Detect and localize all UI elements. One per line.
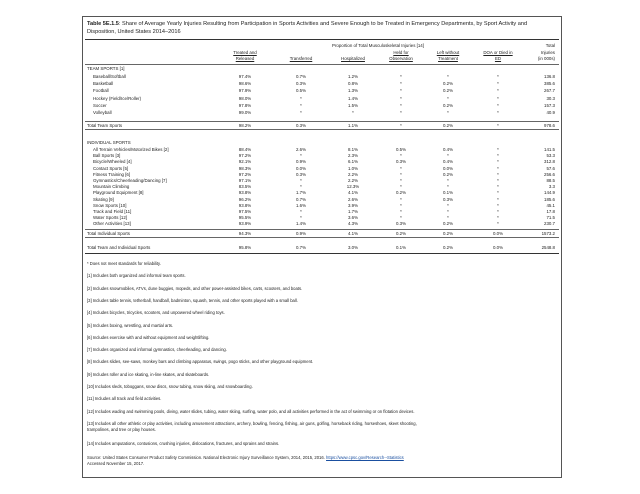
column-header-line1: DOA or Died in (483, 50, 513, 55)
table-cell: * (497, 184, 499, 190)
header-total-3: (in 000s) (537, 56, 555, 61)
row-label: Volleyball (93, 110, 112, 115)
table-cell: 3.0% (347, 245, 358, 250)
table-cell: 0.9% (295, 159, 306, 165)
table-cell: 0.3% (295, 123, 306, 128)
table-cell: * (497, 215, 499, 221)
table-cell: 0.3% (395, 159, 406, 165)
total-injuries-cell: 141.5 (544, 147, 555, 152)
total-injuries-cell: 3.3 (548, 184, 555, 190)
total-injuries-cell: 40.9 (546, 110, 555, 115)
table-cell: * (300, 153, 302, 159)
table-cell: 0.2% (442, 245, 453, 250)
table-cell: 1.5% (347, 102, 358, 108)
row-label: Baseball/Softball (93, 74, 126, 79)
row-label: Soccer (93, 102, 107, 108)
table-cell: * (300, 178, 302, 183)
total-injuries-cell: 230.7 (544, 221, 555, 227)
row-label: Other Activities [13] (93, 221, 131, 227)
table-cell: * (447, 209, 449, 214)
table-cell: 93.8% (238, 190, 252, 196)
table-cell: * (400, 110, 402, 115)
table-frame (82, 16, 562, 478)
footnote: [2] Includes snowmobiles, ATVs, dune buggies, mopeds, and other power-assisted bikes, carts, scooters, and boats. (87, 285, 303, 291)
column-header-line1: Held for (393, 50, 409, 55)
footnote: [7] Includes organized and informal gymnastics, cheerleading, and dancing. (87, 347, 227, 353)
table-cell: 4.1% (347, 190, 358, 196)
table-cell: 97.2% (238, 171, 252, 177)
row-label: Snow Sports [10] (93, 202, 127, 208)
table-cell: 1.7% (295, 190, 306, 196)
header-span-label: Proportion of Total Musculoskeletal Injuries [14] (332, 43, 424, 48)
table-cell: * (497, 202, 499, 208)
table-cell: 93.9% (238, 221, 252, 227)
table-cell: 0.3% (295, 171, 306, 177)
table-cell: * (497, 95, 499, 101)
team-heading: TEAM SPORTS [1] (87, 66, 125, 71)
row-label: Total Individual Sports (87, 231, 130, 236)
table-cell: * (300, 209, 302, 214)
table-cell: * (400, 81, 402, 87)
column-header-label: Observation (389, 56, 413, 61)
table-cell: * (447, 215, 449, 221)
footnote: [9] Includes roller and ice skating, in-line skates, and skateboards. (87, 371, 210, 377)
table-cell: 4.1% (347, 231, 358, 236)
accessed-note: Accessed November 15, 2017. (87, 461, 145, 466)
table-cell: 0.0% (442, 165, 453, 171)
footnote: [5] Includes boxing, wrestling, and martial arts. (87, 322, 174, 328)
table-cell: 2.6% (295, 147, 306, 152)
table-cell: 1.1% (347, 123, 358, 128)
rule-team (85, 121, 559, 122)
table-cell: 2.6% (347, 196, 358, 202)
table-cell: 0.2% (442, 81, 453, 87)
rule-indiv (85, 229, 559, 230)
table-cell: 4.3% (347, 221, 358, 227)
table-cell: * (497, 147, 499, 152)
table-cell: 0.0% (492, 245, 503, 250)
row-label: Fitness Training [6] (93, 171, 131, 177)
footnote: [8] Includes slides, see-saws, monkey bars and climbing apparatus, swings, pogo sticks, and other playground equipment. (87, 359, 314, 365)
table-cell: 95.8% (238, 245, 252, 250)
row-label: Gymnastics/Cheerleading/Dancing [7] (93, 178, 167, 183)
table-cell: * (447, 153, 449, 159)
table-cell: 97.1% (238, 178, 252, 183)
total-injuries-cell: 2548.8 (541, 245, 555, 250)
table-cell: 0.1% (442, 190, 453, 196)
table-cell: 0.2% (395, 190, 406, 196)
table-cell: 1.2% (347, 74, 358, 79)
table-cell: 1.3% (347, 88, 358, 94)
table-cell: 0.2% (442, 102, 453, 108)
footnote: * Does not meet standards for reliability. (87, 261, 161, 266)
table-cell: * (497, 171, 499, 177)
total-injuries-cell: 53.3 (546, 153, 555, 159)
total-injuries-cell: 17.8 (546, 209, 555, 214)
title-number: Table 5E.1.5 (87, 21, 119, 27)
row-label: Basketball (93, 81, 114, 87)
table-cell: 0.1% (395, 245, 406, 250)
column-header-label: Treatment (438, 56, 458, 61)
footnote: [1] Includes both organized and informal team sports. (87, 273, 186, 279)
table-cell: 92.1% (238, 159, 252, 165)
table-cell: 0.0% (295, 165, 306, 171)
table-cell: 0.8% (347, 81, 358, 87)
table-cell: * (497, 123, 499, 128)
table-cell: 0.7% (295, 245, 306, 250)
total-injuries-cell: 185.6 (544, 196, 555, 202)
footnote: [6] Includes exercise with and without equipment and weightlifting. (87, 334, 210, 340)
total-injuries-cell: 57.6 (546, 165, 555, 171)
table-cell: 0.2% (442, 171, 453, 177)
rule-grand-total (85, 253, 559, 254)
table-cell: 98.3% (238, 165, 252, 171)
source-line (87, 455, 404, 460)
table-cell: * (497, 196, 499, 202)
footnote: [4] Includes bicycles, tricycles, scooters, and unpowered wheel riding toys. (87, 310, 225, 316)
table-cell: * (400, 184, 402, 190)
column-header-label: Released (235, 56, 255, 61)
table-cell: * (447, 95, 449, 101)
table-cell: 0.2% (442, 123, 453, 128)
table-cell: * (447, 184, 449, 190)
source-link[interactable]: https://www.cpsc.gov/Research--Statistics (326, 455, 404, 460)
table-cell: 0.2% (442, 221, 453, 227)
table-cell: * (400, 196, 402, 202)
table-cell: * (300, 215, 302, 221)
table-cell: * (497, 165, 499, 171)
row-label: Bicycle/Wheeled [4] (93, 159, 132, 165)
table-cell: 96.2% (238, 196, 252, 202)
table-cell: * (352, 110, 354, 115)
table-cell: * (497, 74, 499, 79)
header-total-1: Total (545, 43, 555, 48)
table-cell: * (497, 102, 499, 108)
total-injuries-cell: 30.3 (546, 95, 555, 101)
table-cell: 6.1% (347, 159, 358, 165)
row-label: Football (93, 88, 109, 94)
row-label: Mountain Climbing (93, 184, 130, 190)
table-cell: 1.4% (295, 221, 306, 227)
table-cell: 0.7% (295, 196, 306, 202)
table-cell: 99.0% (238, 110, 252, 115)
table-cell: * (447, 74, 449, 79)
table-cell: * (400, 171, 402, 177)
table-cell: 3.6% (347, 215, 358, 221)
total-injuries-cell: 256.6 (544, 171, 555, 177)
table-cell: 0.0% (492, 231, 503, 236)
table-cell: * (400, 74, 402, 79)
table-cell: * (300, 95, 302, 101)
rule-indiv-total (85, 237, 559, 238)
total-injuries-cell: 136.8 (544, 74, 555, 79)
table-cell: 0.3% (395, 221, 406, 227)
rule-header (85, 64, 559, 65)
table-cell: * (400, 165, 402, 171)
table-title (87, 20, 557, 36)
table-cell: * (400, 153, 402, 159)
table-cell: * (497, 221, 499, 227)
table-cell: * (300, 102, 302, 108)
column-header-label: ED (494, 56, 502, 61)
table-cell: 0.3% (295, 81, 306, 87)
table-cell: 2.2% (347, 178, 358, 183)
table-cell: * (447, 202, 449, 208)
table-cell: * (400, 88, 402, 94)
footnote: [3] Includes table tennis, tetherball, handball, badminton, squash, tennis, and other sports played with a small ball. (87, 297, 298, 303)
table-cell: 97.8% (238, 102, 252, 108)
table-cell: 0.2% (395, 231, 406, 236)
table-cell: * (400, 209, 402, 214)
table-cell: 88.4% (238, 147, 252, 152)
row-label: Contact Sports [5] (93, 165, 129, 171)
total-injuries-cell: 88.5 (546, 178, 555, 183)
table-cell: * (447, 110, 449, 115)
footnote: [10] Includes sleds, toboggans, snow discs, snow tubing, snow skiing, and snowboarding. (87, 384, 253, 389)
total-injuries-cell: 157.3 (544, 102, 555, 108)
table-cell: 0.2% (442, 231, 453, 236)
row-label: Playground Equipment [8] (93, 190, 144, 196)
column-header-line1: Treated and (233, 50, 257, 55)
table-cell: 1.0% (347, 165, 358, 171)
total-injuries-cell: 144.9 (544, 190, 555, 196)
table-cell: 98.2% (238, 123, 252, 128)
table-cell: 0.3% (442, 196, 453, 202)
indiv-heading: INDIVIDUAL SPORTS (87, 140, 131, 145)
table-cell: 0.5% (395, 147, 406, 152)
row-label: All Terrain Vehicles/Motorized Bikes [2] (93, 147, 169, 152)
total-injuries-cell: 71.5 (546, 215, 555, 221)
footnote: [11] Includes all track and field activities. (87, 396, 162, 402)
table-cell: 83.5% (238, 184, 252, 190)
total-injuries-cell: 1573.2 (541, 231, 555, 236)
table-cell: * (497, 178, 499, 183)
table-cell: * (300, 110, 302, 115)
total-injuries-cell: 978.6 (544, 123, 555, 128)
table-cell: 0.4% (442, 159, 453, 165)
table-cell: 3.9% (347, 202, 358, 208)
row-label: Water Sports [12] (93, 215, 127, 221)
table-cell: * (400, 202, 402, 208)
table-cell: 97.4% (238, 74, 252, 79)
total-injuries-cell: 385.6 (544, 81, 555, 87)
table-cell: 97.5% (238, 209, 252, 214)
table-cell: * (497, 190, 499, 196)
table-cell: 97.9% (238, 88, 252, 94)
table-cell: 2.3% (347, 153, 358, 159)
footnote: [14] Includes amputations, contusions, crushing injuries, dislocations, fractures, and sprains and strains. (87, 441, 280, 446)
column-header-label: Transferred (289, 56, 313, 61)
source-text: Source: United States Consumer Product Safety Commission. National Electronic Injury Surveillance System, 2014, 2015, 2016. (87, 455, 325, 460)
table-cell: 97.2% (238, 153, 252, 159)
table-cell: 0.4% (442, 147, 453, 152)
table-cell: 98.0% (238, 95, 252, 101)
table-cell: 98.6% (238, 81, 252, 87)
table-cell: 94.3% (238, 231, 252, 236)
table-cell: * (497, 110, 499, 115)
footnote: [13] Includes all other athletic or play activities, including amusement attractions, archery, bowling, fencing, fishing, air guns, golfing, horseback riding, horseshoes, skeet shooting, (87, 421, 417, 426)
rule-top (85, 39, 559, 40)
footnote: [12] Includes wading and swimming pools, diving, water slides, tubing, water skiing, surfing, water polo, and all activities performed in the act of swimming or on flotation devices. (87, 408, 415, 414)
column-header-label: Hospitalized (341, 56, 365, 61)
row-label: Total Team and Individual Sports (87, 245, 151, 250)
table-cell: * (497, 88, 499, 94)
table-cell: 1.4% (347, 95, 358, 101)
table-cell: * (400, 95, 402, 101)
table-cell: 1.6% (295, 202, 306, 208)
table-cell: 8.1% (347, 147, 358, 152)
table-cell: 2.2% (347, 171, 358, 177)
table-cell: 93.8% (238, 202, 252, 208)
table-cell: * (400, 178, 402, 183)
table-cell: 0.7% (295, 74, 306, 79)
title-text: : Share of Average Yearly Injuries Resulting from Participation in Sports Activities and Severe Enough to be Treated in Emergency Departments, by Sport Activity and Disposition, United States 2014–2016 (87, 21, 528, 35)
header-total-2: Injuries (540, 50, 555, 55)
footnote: trampolines, and tree or play houses. (87, 427, 156, 432)
row-label: Track and Field [11] (93, 209, 132, 214)
table-cell: * (447, 178, 449, 183)
table-cell: * (497, 153, 499, 159)
rule-team-total (85, 129, 559, 130)
row-label: Total Team Sports (87, 123, 123, 128)
table-cell: * (497, 81, 499, 87)
table-cell: * (400, 102, 402, 108)
table-cell: * (497, 209, 499, 214)
table-cell: 95.5% (238, 215, 252, 221)
table-cell: 0.5% (295, 88, 306, 94)
table-cell: 0.9% (295, 231, 306, 236)
table-cell: 1.7% (347, 209, 358, 214)
table-cell: * (400, 215, 402, 221)
total-injuries-cell: 312.8 (544, 159, 555, 165)
row-label: Hockey (Field/Ice/Roller) (93, 95, 142, 101)
table-cell: * (300, 184, 302, 190)
table-cell: * (400, 123, 402, 128)
table-cell: 0.2% (442, 88, 453, 94)
table-cell: 12.3% (346, 184, 360, 190)
table-cell: * (497, 159, 499, 165)
total-injuries-cell: 267.7 (544, 88, 555, 94)
row-label: Ball Sports [3] (93, 153, 121, 159)
column-header-line1: Left without (436, 50, 460, 55)
total-injuries-cell: 45.1 (546, 202, 555, 208)
row-label: Skating [9] (93, 196, 114, 202)
